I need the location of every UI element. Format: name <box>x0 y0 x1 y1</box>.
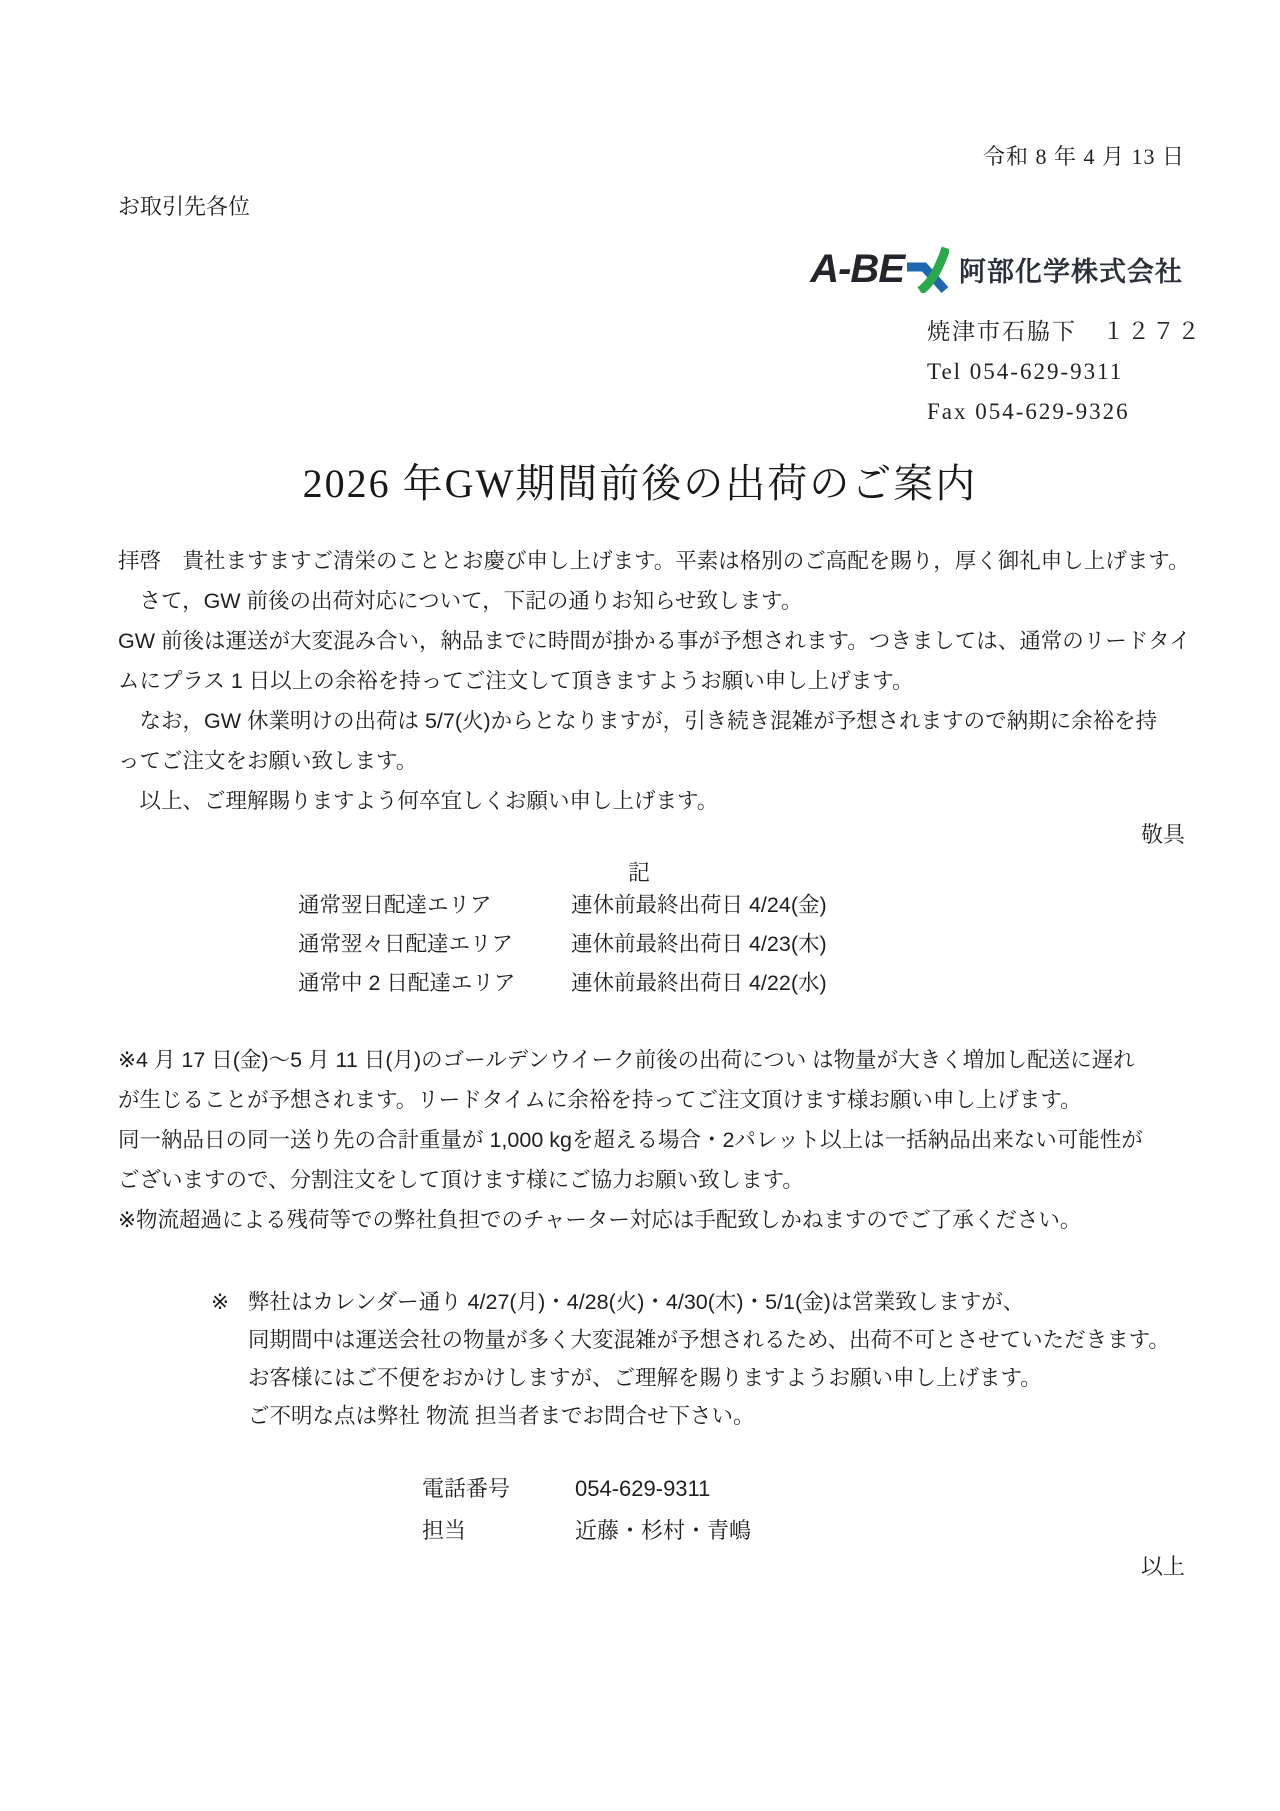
phone-label: 電話番号 <box>422 1476 511 1501</box>
note-line: ございますので、分割注文をして頂けます様にご協力お願い致します。 <box>118 1168 804 1192</box>
schedule-deadline: 連休前最終出荷日 4/24(金) <box>571 893 827 917</box>
body-line: ってご注文をお願い致します。 <box>118 749 418 773</box>
abex-logo-x-icon <box>905 245 949 293</box>
abex-logo-text: A-BE <box>810 247 904 291</box>
keigu-closing: 敬具 <box>1140 822 1185 847</box>
company-address: 焼津市石脇下 １２７２ <box>927 319 1202 344</box>
abex-logo <box>810 245 949 293</box>
contact-phone-row <box>422 1468 751 1510</box>
notice-line: お客様にはご不便をおかけしますが、ご理解を賜りますようお願い申し上げます。 <box>248 1366 1042 1390</box>
contact-staff-row <box>422 1510 751 1552</box>
body-line: さて，GW 前後の出荷対応について，下記の通りお知らせ致します。 <box>118 589 803 613</box>
schedule-deadline: 連休前最終出荷日 4/23(木) <box>571 932 827 956</box>
letter-body <box>118 541 1208 821</box>
company-fax: Fax 054-629-9326 <box>927 399 1130 424</box>
holiday-notice-block <box>211 1283 1208 1435</box>
schedule-row <box>298 964 827 1003</box>
body-line: 拝啓 貴社ますますご清栄のこととお慶び申し上げます。平素は格別のご高配を賜り，厚く御礼申し上げます。 <box>118 549 1190 573</box>
letter-date: 令和 8 年 4 月 13 日 <box>982 144 1185 169</box>
body-line: GW 前後は運送が大変混み合い，納品までに時間が掛かる事が予想されます。つきましては、通常のリードタイ <box>118 629 1191 653</box>
notice-mark: ※ <box>211 1290 230 1314</box>
ki-marker: 記 <box>627 860 652 885</box>
company-signature-block <box>810 245 1183 293</box>
schedule-row <box>298 925 827 964</box>
company-address-block <box>927 312 1202 432</box>
staff-value: 近藤・杉村・青嶋 <box>575 1518 752 1543</box>
document-title: 2026 年GW期間前後の出荷のご案内 <box>302 461 978 506</box>
note-line: が生じることが予想されます。リードタイムに余裕を持ってご注文頂けます様お願い申し上げます。 <box>118 1088 1082 1112</box>
note-line: 同一納品日の同一送り先の合計重量が 1,000 kgを超える場合・2パレット以上は一括納品出来ない可能性が <box>118 1128 1143 1152</box>
body-line: 以上、ご理解賜りますよう何卒宜しくお願い申し上げます。 <box>118 789 719 813</box>
notice-lines <box>248 1283 1208 1435</box>
schedule-area-label: 通常翌日配達エリア <box>298 893 492 917</box>
shipping-schedule-list <box>298 886 827 1003</box>
body-line: ムにプラス 1 日以上の余裕を持ってご注文して頂きますようお願い申し上げます。 <box>118 669 914 693</box>
schedule-area-label: 通常中 2 日配達エリア <box>298 971 516 995</box>
ijou-closing: 以上 <box>1140 1554 1185 1579</box>
phone-value: 054-629-9311 <box>575 1476 711 1501</box>
staff-label: 担当 <box>422 1518 467 1543</box>
notice-line: 弊社はカレンダー通り 4/27(月)・4/28(火)・4/30(木)・5/1(金)は営業致しますが、 <box>248 1290 1025 1314</box>
company-name: 阿部化学株式会社 <box>959 256 1183 287</box>
body-line: なお，GW 休業明けの出荷は 5/7(火)からとなりますが，引き続き混雑が予想されますので納期に余裕を持 <box>118 709 1158 733</box>
note-line: ※物流超過による残荷等での弊社負担でのチャーター対応は手配致しかねますのでご了承ください。 <box>118 1208 1082 1232</box>
schedule-row <box>298 886 827 925</box>
schedule-deadline: 連休前最終出荷日 4/22(水) <box>571 971 827 995</box>
schedule-area-label: 通常翌々日配達エリア <box>298 932 514 956</box>
notes-section <box>118 1040 1208 1240</box>
notice-line: ご不明な点は弊社 物流 担当者までお問合せ下さい。 <box>248 1404 755 1428</box>
company-tel: Tel 054-629-9311 <box>927 359 1124 384</box>
contact-block <box>422 1468 751 1552</box>
note-line: ※4 月 17 日(金)～5 月 11 日(月)のゴールデンウイーク前後の出荷につい は物量が大きく増加し配送に遅れ <box>118 1048 1135 1072</box>
recipient-line: お取引先各位 <box>118 194 251 219</box>
notice-line: 同期間中は運送会社の物量が多く大変混雑が予想されるため、出荷不可とさせていただきます。 <box>248 1328 1170 1352</box>
